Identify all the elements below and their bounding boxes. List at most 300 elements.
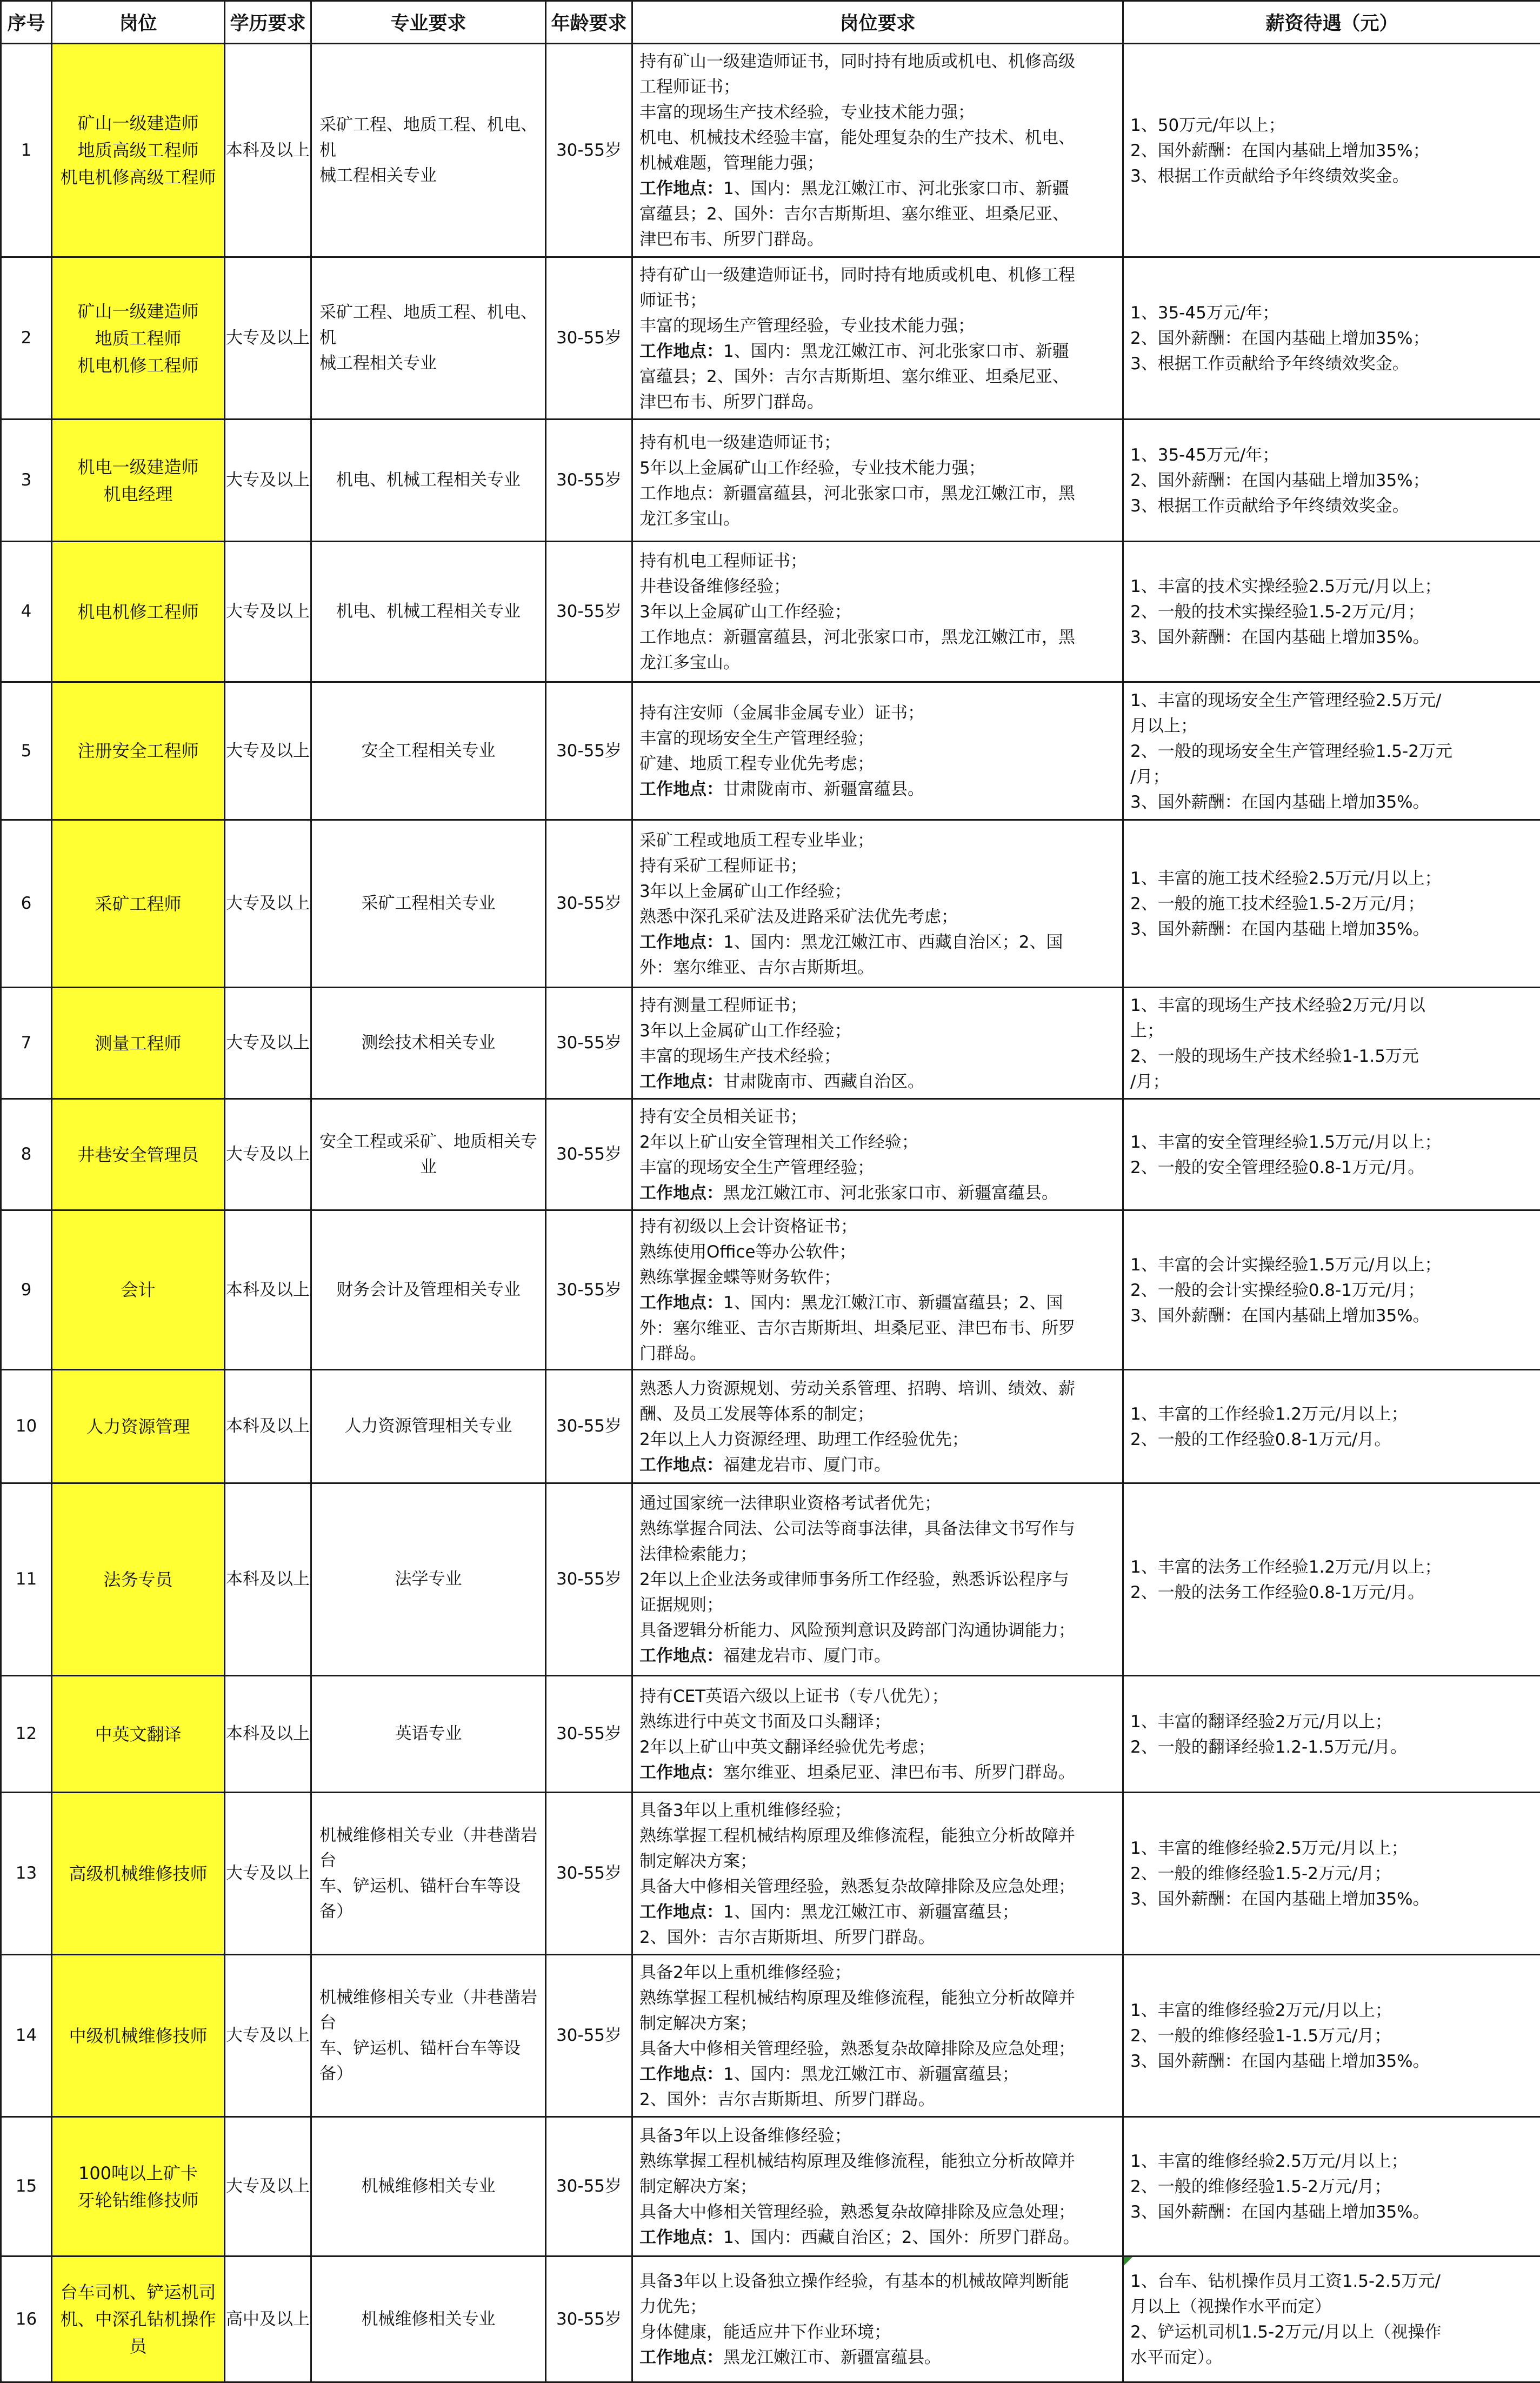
salary-line: 3、根据工作贡献给予年终绩效奖金。 [1130, 494, 1535, 519]
salary-line: 1、台车、钻机操作员月工资1.5-2.5万元/ [1130, 2269, 1535, 2294]
requirement-line [639, 2011, 1117, 2036]
major-line: 车、铲运机、锚杆台车等设备） [319, 1874, 537, 1925]
cell-position [52, 1955, 225, 2117]
requirement-line [639, 1643, 1117, 1669]
requirement-line [639, 1986, 1117, 2011]
salary-line: 1、丰富的现场安全生产管理经验2.5万元/ [1130, 688, 1535, 714]
major-line: 车、铲运机、锚杆台车等设备） [319, 2036, 537, 2087]
major-line: 机械维修相关专业 [319, 2174, 537, 2199]
salary-line: 1、丰富的工作经验1.2万元/月以上； [1130, 1402, 1535, 1427]
cell-age: 30-55岁 [546, 820, 632, 988]
requirement-text: 丰富的现场安全生产管理经验； [639, 729, 874, 748]
requirement-line [639, 1155, 1117, 1181]
cell-requirements [632, 542, 1123, 682]
requirement-text: 具备3年以上设备独立操作经验，有基本的机械故障判断能 [639, 2272, 1069, 2291]
location-label: 工作地点： [639, 342, 723, 361]
requirement-text: 熟练使用Office等办公软件； [639, 1242, 856, 1262]
requirement-text: 持有机电一级建造师证书； [639, 433, 841, 452]
salary-line: 1、丰富的法务工作经验1.2万元/月以上； [1130, 1555, 1535, 1580]
requirement-text: 机电、机械技术经验丰富，能处理复杂的生产技术、机电、 [639, 128, 1075, 148]
major-line: 机械维修相关专业（井巷凿岩台 [319, 1823, 537, 1874]
requirement-line [639, 1427, 1117, 1453]
requirement-line [639, 1823, 1117, 1849]
requirement-line [639, 176, 1117, 202]
cell-salary [1123, 257, 1540, 420]
cell-no: 6 [1, 820, 52, 988]
requirement-text: 1、国内：西藏自治区；2、国外：所罗门群岛。 [723, 2228, 1079, 2247]
requirement-line [639, 751, 1117, 777]
header-education: 学历要求 [225, 1, 311, 44]
cell-requirements [632, 820, 1123, 988]
position-line: 高级机械维修技师 [52, 1860, 224, 1887]
cell-salary [1123, 2117, 1540, 2256]
requirement-line [639, 1069, 1117, 1095]
requirement-text: 矿建、地质工程专业优先考虑； [639, 754, 874, 774]
cell-education: 大专及以上 [225, 820, 311, 988]
cell-major [311, 1370, 546, 1483]
requirement-line [639, 1453, 1117, 1478]
requirement-text: 福建龙岩市、厦门市。 [723, 1455, 891, 1475]
position-line: 机电一级建造师 [52, 454, 224, 481]
location-label: 工作地点： [639, 2348, 723, 2367]
position-line: 井巷安全管理员 [52, 1141, 224, 1168]
location-label: 工作地点： [639, 1902, 723, 1922]
requirement-line [639, 2269, 1117, 2294]
cell-no: 9 [1, 1210, 52, 1370]
salary-line: 1、35-45万元/年； [1130, 301, 1535, 326]
requirement-text: 持有初级以上会计资格证书； [639, 1217, 857, 1236]
requirement-line [639, 1960, 1117, 1986]
requirement-text: 1、国内：黑龙江嫩江市、新疆富蕴县； [723, 2065, 1019, 2084]
cell-education: 大专及以上 [225, 988, 311, 1099]
cell-age: 30-55岁 [546, 542, 632, 682]
requirement-line [639, 1214, 1117, 1240]
requirement-line [639, 49, 1117, 75]
requirement-line [639, 227, 1117, 252]
cell-education: 本科及以上 [225, 1676, 311, 1793]
table-row [1, 257, 1540, 420]
requirement-line [639, 1265, 1117, 1290]
cell-major [311, 1793, 546, 1955]
requirement-text: 黑龙江嫩江市、河北张家口市、新疆富蕴县。 [723, 1183, 1058, 1203]
major-line: 测绘技术相关专业 [319, 1030, 537, 1056]
requirement-line [639, 1567, 1117, 1593]
major-line: 械工程相关专业 [319, 351, 537, 376]
cell-age: 30-55岁 [546, 2256, 632, 2382]
major-line: 人力资源管理相关专业 [319, 1414, 537, 1439]
requirement-text: 具备大中修相关管理经验，熟悉复杂故障排除及应急处理； [639, 1877, 1075, 1896]
table-row [1, 988, 1540, 1099]
cell-major [311, 420, 546, 542]
requirement-line [639, 100, 1117, 125]
cell-education: 大专及以上 [225, 257, 311, 420]
requirement-text: 熟练掌握工程机械结构原理及维修流程，能独立分析故障并 [639, 1826, 1075, 1846]
cell-major [311, 820, 546, 988]
salary-line: 2、一般的维修经验1-1.5万元/月； [1130, 2023, 1535, 2049]
salary-line: 3、国外薪酬：在国内基础上增加35%。 [1130, 2200, 1535, 2225]
requirement-line [639, 507, 1117, 532]
requirement-line [639, 574, 1117, 600]
cell-requirements [632, 1210, 1123, 1370]
cell-requirements [632, 2256, 1123, 2382]
salary-line: 2、一般的现场安全生产管理经验1.5-2万元 [1130, 739, 1535, 764]
salary-line: 2、一般的安全管理经验0.8-1万元/月。 [1130, 1155, 1535, 1181]
requirement-line [639, 1181, 1117, 1206]
salary-line: 1、丰富的技术实操经验2.5万元/月以上； [1130, 574, 1535, 600]
requirement-text: 3年以上金属矿山工作经验； [639, 1021, 851, 1041]
cell-major [311, 2256, 546, 2382]
requirement-line [639, 1709, 1117, 1735]
requirement-text: 熟练掌握金蝶等财务软件； [639, 1268, 841, 1287]
major-line: 安全工程相关专业 [319, 738, 537, 764]
requirement-line [639, 1341, 1117, 1367]
salary-line: 1、丰富的施工技术经验2.5万元/月以上； [1130, 866, 1535, 891]
requirement-line [639, 2149, 1117, 2174]
requirement-text: 1、国内：黑龙江嫩江市、西藏自治区；2、国 [723, 933, 1063, 952]
cell-education: 高中及以上 [225, 2256, 311, 2382]
salary-line: 3、国外薪酬：在国内基础上增加35%。 [1130, 1303, 1535, 1329]
cell-age: 30-55岁 [546, 1099, 632, 1210]
position-line: 人力资源管理 [52, 1413, 224, 1440]
requirement-text: 采矿工程或地质工程专业毕业； [639, 831, 874, 850]
cell-education: 大专及以上 [225, 1099, 311, 1210]
cell-education: 大专及以上 [225, 682, 311, 820]
requirement-line [639, 1593, 1117, 1618]
requirement-line [639, 456, 1117, 481]
requirement-line [639, 726, 1117, 751]
position-line: 机、中深孔钻机操作 [52, 2306, 224, 2333]
header-salary: 薪资待遇（元） [1123, 1, 1540, 44]
cell-position [52, 820, 225, 988]
cell-education: 本科及以上 [225, 1210, 311, 1370]
position-line: 牙轮钻维修技师 [52, 2187, 224, 2214]
requirement-line [639, 1618, 1117, 1643]
requirement-text: 具备3年以上设备维修经验； [639, 2126, 851, 2146]
table-row [1, 820, 1540, 988]
cell-major [311, 1210, 546, 1370]
salary-line: 1、丰富的现场生产技术经验2万元/月以 [1130, 993, 1535, 1019]
requirement-line [639, 1316, 1117, 1341]
salary-line: 3、国外薪酬：在国内基础上增加35%。 [1130, 790, 1535, 815]
requirement-text: 机械难题，管理能力强； [639, 154, 824, 173]
requirement-text: 富蕴县；2、国外：吉尔吉斯斯坦、塞尔维亚、坦桑尼亚、 [639, 204, 1069, 224]
position-line: 机电机修工程师 [52, 598, 224, 625]
requirement-text: 工程师证书； [639, 77, 740, 97]
requirement-text: 持有采矿工程师证书； [639, 856, 807, 876]
cell-salary [1123, 1483, 1540, 1676]
table-row [1, 542, 1540, 682]
requirement-text: 师证书； [639, 291, 706, 310]
major-line: 采矿工程、地质工程、机电、机 [319, 300, 537, 351]
requirement-line [639, 1874, 1117, 1900]
requirement-text: 工作地点：新疆富蕴县，河北张家口市，黑龙江嫩江市，黑 [639, 628, 1075, 647]
cell-salary [1123, 1676, 1540, 1793]
cell-age: 30-55岁 [546, 682, 632, 820]
cell-salary [1123, 1955, 1540, 2117]
requirement-line [639, 1925, 1117, 1951]
requirement-text: 证据规则； [639, 1595, 723, 1615]
requirement-line [639, 2345, 1117, 2371]
requirement-text: 制定解决方案； [639, 1852, 757, 1871]
cell-no: 10 [1, 1370, 52, 1483]
cell-salary [1123, 682, 1540, 820]
cell-position [52, 542, 225, 682]
major-line: 机械维修相关专业（井巷凿岩台 [319, 1985, 537, 2036]
cell-requirements [632, 1099, 1123, 1210]
requirement-line [639, 151, 1117, 176]
location-label: 工作地点： [639, 2065, 723, 2084]
cell-no: 12 [1, 1676, 52, 1793]
requirement-text: 持有矿山一级建造师证书，同时持有地质或机电、机修高级 [639, 52, 1075, 71]
cell-position [52, 682, 225, 820]
cell-major [311, 1099, 546, 1210]
comment-marker-icon [1124, 2257, 1132, 2266]
cell-major [311, 682, 546, 820]
requirement-text: 熟悉中深孔采矿法及进路采矿法优先考虑； [639, 907, 958, 927]
cell-age: 30-55岁 [546, 44, 632, 257]
requirement-line [639, 854, 1117, 879]
requirement-line [639, 1900, 1117, 1925]
major-line: 械工程相关专业 [319, 163, 537, 189]
salary-line: 3、国外薪酬：在国内基础上增加35%。 [1130, 917, 1535, 942]
requirement-line [639, 1684, 1117, 1709]
position-line: 员 [52, 2333, 224, 2360]
position-line: 测量工程师 [52, 1030, 224, 1057]
salary-line: 2、一般的技术实操经验1.5-2万元/月； [1130, 600, 1535, 625]
cell-age: 30-55岁 [546, 420, 632, 542]
table-row [1, 1483, 1540, 1676]
cell-position [52, 420, 225, 542]
cell-age: 30-55岁 [546, 257, 632, 420]
requirement-line [639, 1491, 1117, 1516]
cell-education: 大专及以上 [225, 420, 311, 542]
salary-line: 2、一般的维修经验1.5-2万元/月； [1130, 1861, 1535, 1887]
cell-requirements [632, 1955, 1123, 2117]
requirement-text: 井巷设备维修经验； [639, 577, 790, 596]
cell-age: 30-55岁 [546, 1676, 632, 1793]
requirement-text: 黑龙江嫩江市、新疆富蕴县。 [723, 2348, 941, 2367]
major-line: 采矿工程相关专业 [319, 891, 537, 916]
requirement-text: 2、国外：吉尔吉斯斯坦、所罗门群岛。 [639, 2090, 935, 2109]
header-row [1, 1, 1540, 44]
requirement-text: 外：塞尔维亚、吉尔吉斯斯坦。 [639, 958, 874, 977]
cell-requirements [632, 44, 1123, 257]
cell-position [52, 988, 225, 1099]
cell-position [52, 1676, 225, 1793]
requirement-line [639, 1044, 1117, 1069]
cell-no: 5 [1, 682, 52, 820]
requirement-text: 具备大中修相关管理经验，熟悉复杂故障排除及应急处理； [639, 2039, 1075, 2059]
requirement-line [639, 1104, 1117, 1130]
table-row [1, 2256, 1540, 2382]
salary-line: 1、丰富的维修经验2.5万元/月以上； [1130, 1836, 1535, 1861]
position-line: 机电机修高级工程师 [52, 164, 224, 191]
cell-education: 本科及以上 [225, 1370, 311, 1483]
cell-position [52, 257, 225, 420]
requirement-line [639, 777, 1117, 802]
requirement-line [639, 2225, 1117, 2251]
requirement-text: 具备2年以上重机维修经验； [639, 1963, 851, 1982]
requirement-line [639, 1542, 1117, 1567]
requirement-text: 1、国内：黑龙江嫩江市、河北张家口市、新疆 [723, 342, 1069, 361]
requirement-text: 福建龙岩市、厦门市。 [723, 1646, 891, 1666]
requirement-line [639, 904, 1117, 930]
position-line: 台车司机、铲运机司 [52, 2279, 224, 2306]
requirement-text: 熟练进行中英文书面及口头翻译； [639, 1712, 891, 1732]
location-label: 工作地点： [639, 1072, 723, 1091]
cell-requirements [632, 682, 1123, 820]
requirement-text: 甘肃陇南市、新疆富蕴县。 [723, 780, 924, 799]
requirement-text: 3年以上金属矿山工作经验； [639, 602, 851, 622]
cell-salary [1123, 1793, 1540, 1955]
major-line: 采矿工程、地质工程、机电、机 [319, 112, 537, 163]
requirement-line [639, 650, 1117, 676]
cell-no: 4 [1, 542, 52, 682]
requirement-text: 1、国内：黑龙江嫩江市、新疆富蕴县； [723, 1902, 1019, 1922]
cell-major [311, 988, 546, 1099]
cell-education: 大专及以上 [225, 1955, 311, 2117]
requirement-text: 熟练掌握工程机械结构原理及维修流程，能独立分析故障并 [639, 2152, 1075, 2171]
requirement-line [639, 600, 1117, 625]
requirement-text: 制定解决方案； [639, 2177, 757, 2196]
requirement-text: 2年以上矿山安全管理相关工作经验； [639, 1133, 918, 1152]
cell-requirements [632, 1793, 1123, 1955]
requirement-text: 力优先； [639, 2297, 706, 2317]
location-label: 工作地点： [639, 780, 723, 799]
requirement-text: 龙江多宝山。 [639, 653, 740, 673]
cell-no: 3 [1, 420, 52, 542]
requirement-line [639, 2087, 1117, 2113]
cell-requirements [632, 257, 1123, 420]
major-line: 财务会计及管理相关专业 [319, 1277, 537, 1303]
cell-salary [1123, 1370, 1540, 1483]
cell-no: 7 [1, 988, 52, 1099]
requirement-text: 持有机电工程师证书； [639, 551, 807, 571]
cell-position [52, 1099, 225, 1210]
requirement-text: 制定解决方案； [639, 2014, 757, 2033]
salary-line: 2、国外薪酬：在国内基础上增加35%； [1130, 138, 1535, 164]
cell-no: 13 [1, 1793, 52, 1955]
position-line: 地质高级工程师 [52, 137, 224, 164]
salary-line: 2、一般的维修经验1.5-2万元/月； [1130, 2174, 1535, 2200]
table-row [1, 420, 1540, 542]
major-line: 安全工程或采矿、地质相关专业 [319, 1129, 537, 1180]
cell-no: 14 [1, 1955, 52, 2117]
requirement-line [639, 1516, 1117, 1542]
cell-position [52, 1793, 225, 1955]
requirement-line [639, 2174, 1117, 2200]
requirement-line [639, 202, 1117, 227]
requirement-line [639, 2320, 1117, 2345]
salary-line: 1、丰富的安全管理经验1.5万元/月以上； [1130, 1130, 1535, 1155]
header-position: 岗位 [52, 1, 225, 44]
requirement-text: 工作地点：新疆富蕴县，河北张家口市，黑龙江嫩江市，黑 [639, 484, 1075, 503]
requirement-line [639, 930, 1117, 955]
requirement-line [639, 125, 1117, 151]
salary-line: 3、根据工作贡献给予年终绩效奖金。 [1130, 164, 1535, 189]
salary-line: 1、丰富的会计实操经验1.5万元/月以上； [1130, 1253, 1535, 1278]
salary-line: 月以上（视操作水平而定） [1130, 2294, 1535, 2320]
position-line: 机电经理 [52, 481, 224, 508]
requirement-line [639, 390, 1117, 415]
salary-line: 2、一般的翻译经验1.2-1.5万元/月。 [1130, 1735, 1535, 1760]
requirement-text: 1、国内：黑龙江嫩江市、新疆富蕴县；2、国 [723, 1293, 1063, 1313]
salary-line: 2、铲运机司机1.5-2万元/月以上（视操作 [1130, 2320, 1535, 2345]
requirement-line [639, 1735, 1117, 1760]
position-line: 矿山一级建造师 [52, 298, 224, 325]
table-row [1, 2117, 1540, 2256]
requirement-line [639, 993, 1117, 1019]
location-label: 工作地点： [639, 179, 723, 198]
cell-no: 16 [1, 2256, 52, 2382]
cell-major [311, 1955, 546, 2117]
requirement-line [639, 549, 1117, 574]
position-line: 法务专员 [52, 1566, 224, 1593]
requirement-text: 具备3年以上重机维修经验； [639, 1801, 851, 1820]
cell-position [52, 2117, 225, 2256]
requirement-line [639, 339, 1117, 364]
requirement-line [639, 2200, 1117, 2225]
requirement-line [639, 430, 1117, 456]
salary-line: /月； [1130, 764, 1535, 790]
cell-position [52, 44, 225, 257]
cell-requirements [632, 1370, 1123, 1483]
cell-requirements [632, 2117, 1123, 2256]
requirement-text: 2年以上人力资源经理、助理工作经验优先； [639, 1430, 969, 1449]
cell-major [311, 1483, 546, 1676]
table-row [1, 682, 1540, 820]
requirement-line [639, 879, 1117, 904]
cell-no: 15 [1, 2117, 52, 2256]
cell-position [52, 1370, 225, 1483]
requirement-line [639, 955, 1117, 981]
table-row [1, 1955, 1540, 2117]
salary-line: 1、丰富的维修经验2万元/月以上； [1130, 1998, 1535, 2023]
table-row [1, 1676, 1540, 1793]
location-label: 工作地点： [639, 933, 723, 952]
requirement-text: 外：塞尔维亚、吉尔吉斯斯坦、坦桑尼亚、津巴布韦、所罗 [639, 1319, 1075, 1338]
requirement-text: 身体健康，能适应井下作业环境； [639, 2322, 891, 2342]
header-requirements: 岗位要求 [632, 1, 1123, 44]
cell-salary [1123, 820, 1540, 988]
cell-major [311, 44, 546, 257]
position-line: 地质工程师 [52, 325, 224, 352]
requirement-line [639, 828, 1117, 854]
salary-line: 上； [1130, 1019, 1535, 1044]
requirement-text: 津巴布韦、所罗门群岛。 [639, 230, 824, 249]
cell-major [311, 542, 546, 682]
header-age: 年龄要求 [546, 1, 632, 44]
requirement-text: 丰富的现场生产管理经验，专业技术能力强； [639, 316, 975, 336]
requirement-text: 甘肃陇南市、西藏自治区。 [723, 1072, 924, 1091]
salary-line: 1、丰富的维修经验2.5万元/月以上； [1130, 2149, 1535, 2174]
position-line: 中英文翻译 [52, 1721, 224, 1748]
salary-line: 3、根据工作贡献给予年终绩效奖金。 [1130, 351, 1535, 377]
location-label: 工作地点： [639, 1183, 723, 1203]
cell-position [52, 1210, 225, 1370]
cell-requirements [632, 1483, 1123, 1676]
requirement-text: 津巴布韦、所罗门群岛。 [639, 392, 824, 412]
cell-age: 30-55岁 [546, 1483, 632, 1676]
table-row [1, 1099, 1540, 1210]
header-no: 序号 [1, 1, 52, 44]
location-label: 工作地点： [639, 1455, 723, 1475]
requirement-line [639, 1849, 1117, 1874]
position-line: 注册安全工程师 [52, 737, 224, 764]
salary-line: 2、一般的现场生产技术经验1-1.5万元 [1130, 1044, 1535, 1069]
requirement-text: 丰富的现场生产技术经验； [639, 1047, 841, 1066]
cell-age: 30-55岁 [546, 1210, 632, 1370]
